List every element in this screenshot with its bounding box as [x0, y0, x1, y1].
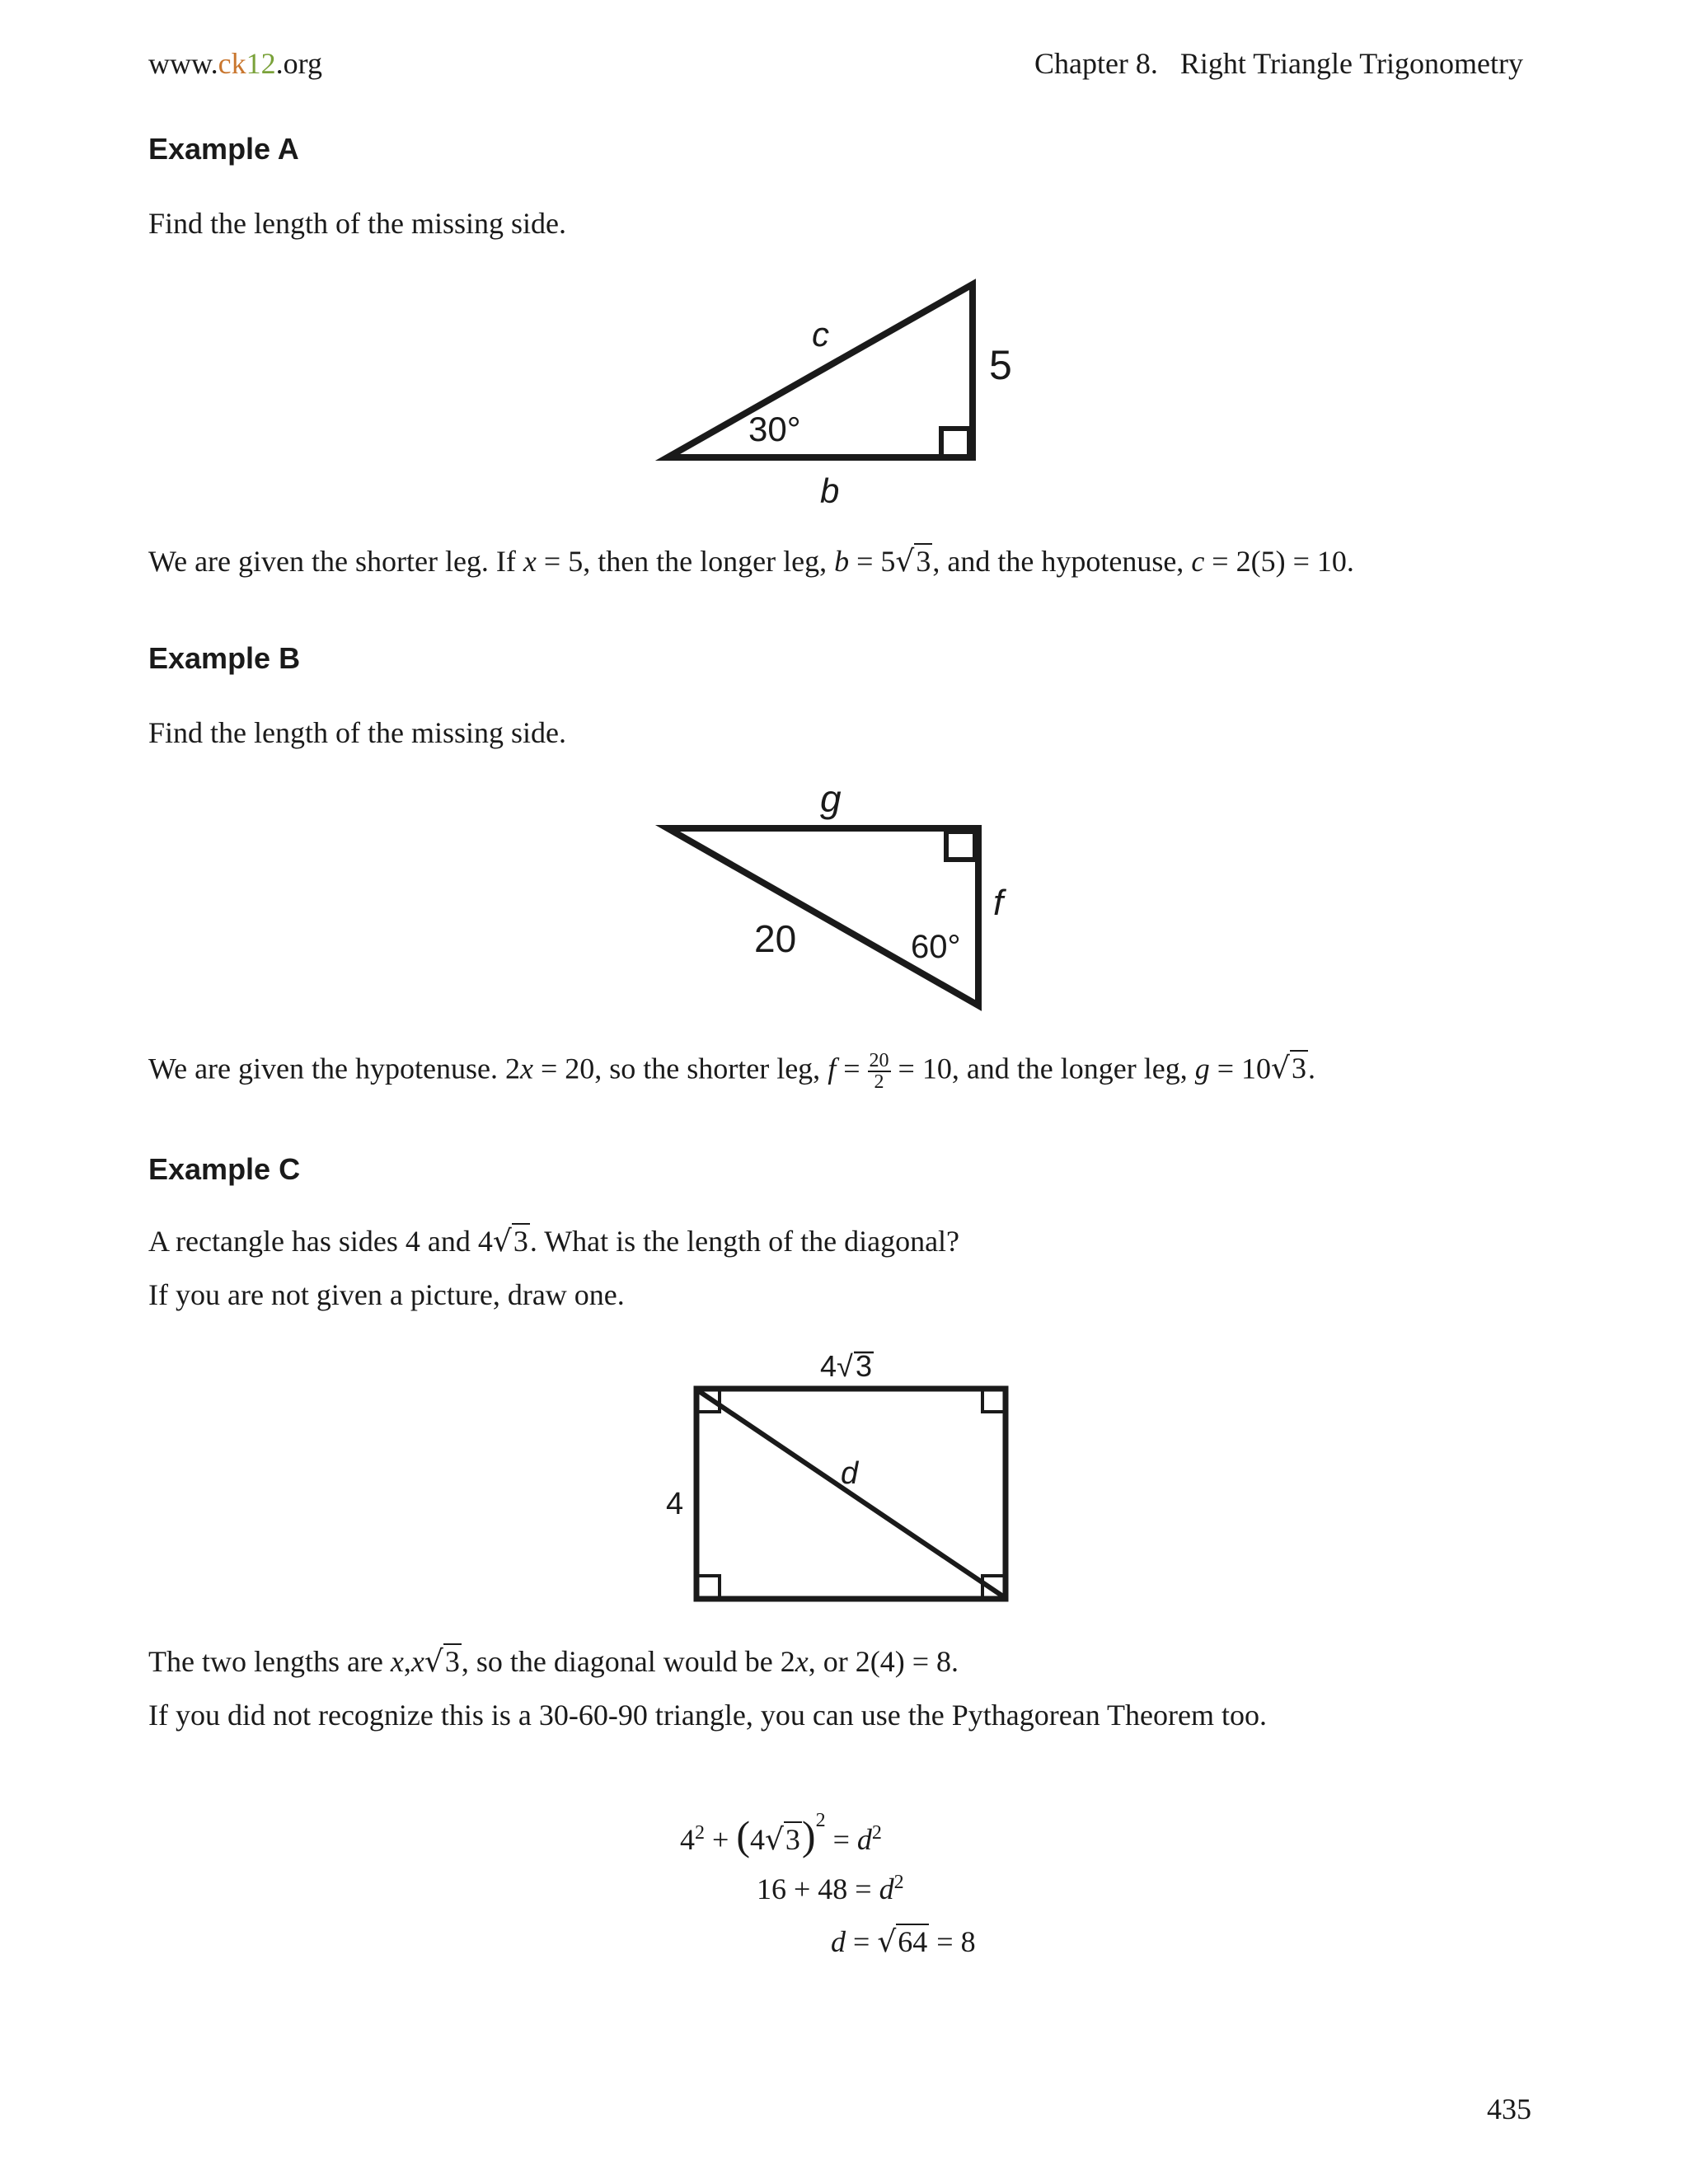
- page-number: 435: [1487, 2093, 1531, 2125]
- example-c-question: A rectangle has sides 4 and 4√3. What is the length of the diagonal?: [148, 1225, 960, 1258]
- example-b-triangle-diagram: [643, 775, 1039, 1022]
- example-a-prompt: Find the length of the missing side.: [148, 207, 566, 240]
- example-a-solution: We are given the shorter leg. If x = 5, then the longer leg, b = 5√3, and the hypotenuse, c = 2(5) = 10.: [148, 545, 1354, 579]
- equation-1: $4^2 + (4√3)^2 = d^2$: [680, 1810, 882, 1858]
- example-b-solution: We are given the hypotenuse. 2x = 20, so the shorter leg, f = $\frac{20}{2}$ = 10, and the longer leg, g = 10√3.: [148, 1050, 1315, 1093]
- label-top-radicand: 3: [856, 1349, 873, 1383]
- label-f: f: [993, 883, 1004, 923]
- label-20: 20: [754, 917, 797, 960]
- example-b-heading: Example B: [148, 641, 301, 675]
- example-c-rectangle-diagram: [651, 1339, 1030, 1619]
- site-url[interactable]: www.ck12.org: [148, 47, 322, 80]
- label-4: 4: [666, 1487, 684, 1521]
- chapter-title: Chapter 8. Right Triangle Trigonometry: [1034, 47, 1523, 80]
- label-d: d: [841, 1456, 859, 1491]
- example-c-solution-line-2: If you did not recognize this is a 30-60-90 triangle, you can use the Pythagorean Theorem too.: [148, 1699, 1267, 1732]
- example-a-triangle-diagram: [643, 264, 1039, 519]
- example-c-hint: If you are not given a picture, draw one.: [148, 1278, 625, 1311]
- example-a-heading: Example A: [148, 132, 299, 166]
- example-b-prompt: Find the length of the missing side.: [148, 716, 566, 749]
- label-b: b: [820, 471, 840, 510]
- label-60-degrees: 60°: [911, 929, 961, 965]
- label-top-radical: √: [837, 1349, 853, 1383]
- label-5: 5: [989, 342, 1012, 388]
- label-c: c: [812, 315, 829, 354]
- example-c-solution-line-1: The two lengths are x,x√3, so the diagonal would be 2x, or 2(4) = 8.: [148, 1645, 959, 1679]
- label-g: g: [820, 777, 842, 820]
- equation-3: d = √64 = 8: [831, 1925, 976, 1959]
- example-c-heading: Example C: [148, 1152, 301, 1186]
- label-30-degrees: 30°: [748, 410, 801, 448]
- equation-2: $16 + 48 = d^2$: [757, 1872, 904, 1905]
- label-top-coefficient: 4: [820, 1349, 837, 1383]
- fraction-20-over-2: $\frac{20}{2}$: [869, 1050, 889, 1093]
